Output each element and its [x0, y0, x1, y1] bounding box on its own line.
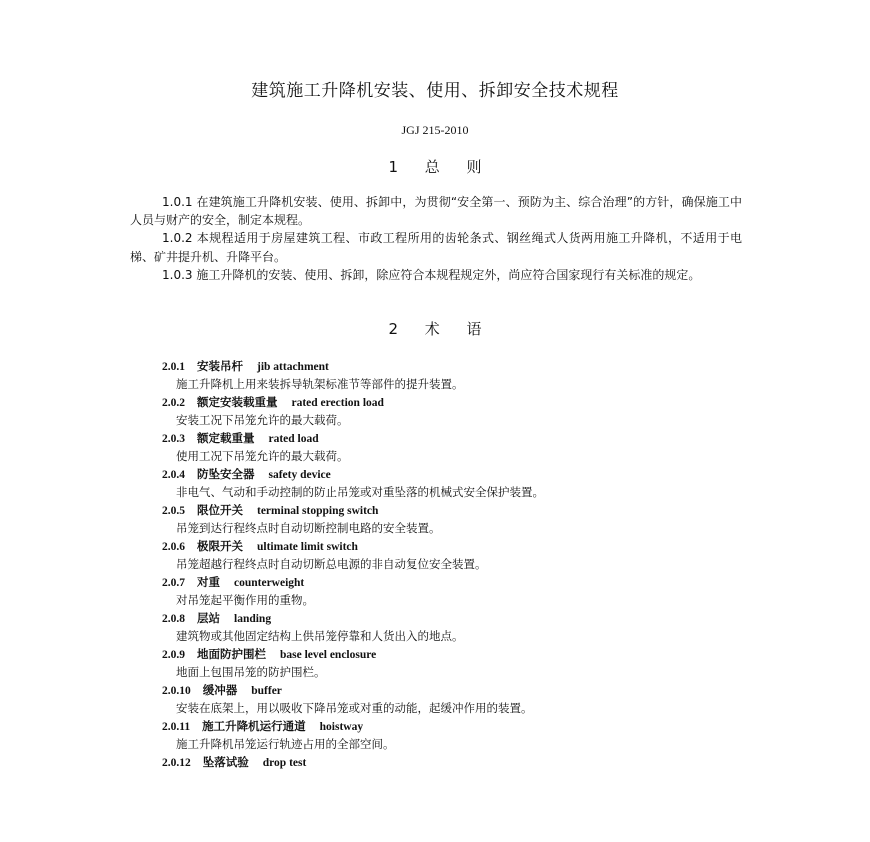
term-definition: 对吊笼起平衡作用的重物。 [176, 593, 314, 607]
term-heading [162, 357, 722, 375]
term-heading [162, 717, 722, 735]
term-heading [162, 681, 722, 699]
term-number: 2.0.8 [162, 613, 185, 625]
term-chinese: 地面防护围栏 [197, 647, 266, 661]
term-number: 2.0.5 [162, 505, 185, 517]
term-entry [162, 429, 722, 465]
term-chinese: 限位开关 [197, 503, 243, 517]
term-english: hoistway [319, 721, 364, 733]
term-definition: 吊笼到达行程终点时自动切断控制电路的安全装置。 [176, 521, 441, 535]
term-definition: 地面上包围吊笼的防护围栏。 [176, 665, 326, 679]
term-entry [162, 501, 722, 537]
term-heading [162, 393, 722, 411]
term-chinese: 防坠安全器 [197, 467, 255, 481]
standard-code: JGJ 215-2010 [401, 123, 469, 137]
term-number: 2.0.2 [162, 397, 185, 409]
term-entry [162, 573, 722, 609]
term-english: buffer [251, 685, 282, 697]
term-chinese: 额定安装载重量 [197, 395, 278, 409]
section-2-heading: 2 术 语 [388, 320, 482, 338]
terms-list [162, 357, 722, 771]
term-english: rated load [268, 433, 319, 445]
term-heading [162, 645, 722, 663]
term-entry [162, 357, 722, 393]
term-english: ultimate limit switch [257, 541, 358, 553]
term-english: drop test [262, 757, 307, 769]
clause-1-0-1: 1.0.1 在建筑施工升降机安装、使用、拆卸中，为贯彻“安全第一、预防为主、综合治理”的方针，确保施工中人员与财产的安全，制定本规程。 [130, 195, 742, 228]
term-number: 2.0.4 [162, 469, 185, 481]
term-entry [162, 465, 722, 501]
term-english: terminal stopping switch [257, 505, 379, 517]
term-chinese: 施工升降机运行通道 [202, 719, 306, 733]
section-1-heading: 1 总 则 [388, 158, 482, 176]
term-number: 2.0.9 [162, 649, 185, 661]
term-definition: 使用工况下吊笼允许的最大载荷。 [176, 449, 349, 463]
term-entry [162, 645, 722, 681]
term-definition: 建筑物或其他固定结构上供吊笼停靠和人货出入的地点。 [176, 629, 464, 643]
term-chinese: 额定载重量 [197, 431, 255, 445]
term-english: counterweight [234, 577, 305, 589]
term-definition: 安装工况下吊笼允许的最大载荷。 [176, 413, 349, 427]
term-heading [162, 573, 722, 591]
term-chinese: 极限开关 [197, 539, 243, 553]
term-chinese: 对重 [197, 575, 220, 589]
term-english: base level enclosure [280, 649, 377, 661]
term-number: 2.0.10 [162, 685, 191, 697]
general-provisions [130, 193, 742, 284]
term-definition: 施工升降机吊笼运行轨迹占用的全部空间。 [176, 737, 395, 751]
term-definition: 吊笼超越行程终点时自动切断总电源的非自动复位安全装置。 [176, 557, 487, 571]
term-heading [162, 465, 722, 483]
term-entry [162, 537, 722, 573]
term-english: rated erection load [291, 397, 384, 409]
clause-1-0-3: 1.0.3 施工升降机的安装、使用、拆卸，除应符合本规程规定外，尚应符合国家现行有关标准的规定。 [162, 267, 701, 282]
term-definition: 施工升降机上用来装拆导轨架标准节等部件的提升装置。 [176, 377, 464, 391]
term-entry [162, 393, 722, 429]
term-chinese: 层站 [197, 611, 220, 625]
term-heading [162, 501, 722, 519]
term-english: safety device [268, 469, 331, 481]
term-chinese: 坠落试验 [202, 755, 249, 769]
term-number: 2.0.12 [162, 757, 191, 769]
term-heading [162, 609, 722, 627]
term-number: 2.0.1 [162, 361, 185, 373]
term-heading [162, 537, 722, 555]
term-entry [162, 609, 722, 645]
term-chinese: 缓冲器 [202, 683, 238, 697]
term-heading [162, 753, 722, 771]
document-title: 建筑施工升降机安装、使用、拆卸安全技术规程 [251, 81, 619, 101]
term-english: jib attachment [257, 361, 329, 373]
term-number: 2.0.6 [162, 541, 185, 553]
clause-1-0-2: 1.0.2 本规程适用于房屋建筑工程、市政工程所用的齿轮条式、钢丝绳式人货两用施工升降机，不适用于电梯、矿井提升机、升降平台。 [130, 231, 742, 264]
term-number: 2.0.3 [162, 433, 185, 445]
term-english: landing [234, 613, 272, 625]
term-definition: 非电气、气动和手动控制的防止吊笼或对重坠落的机械式安全保护装置。 [176, 485, 544, 499]
term-heading [162, 429, 722, 447]
term-definition: 安装在底架上，用以吸收下降吊笼或对重的动能，起缓冲作用的装置。 [176, 701, 533, 715]
term-chinese: 安装吊杆 [197, 359, 243, 373]
term-number: 2.0.11 [162, 721, 191, 733]
term-entry [162, 753, 722, 771]
term-number: 2.0.7 [162, 577, 185, 589]
term-entry [162, 681, 722, 717]
term-entry [162, 717, 722, 753]
